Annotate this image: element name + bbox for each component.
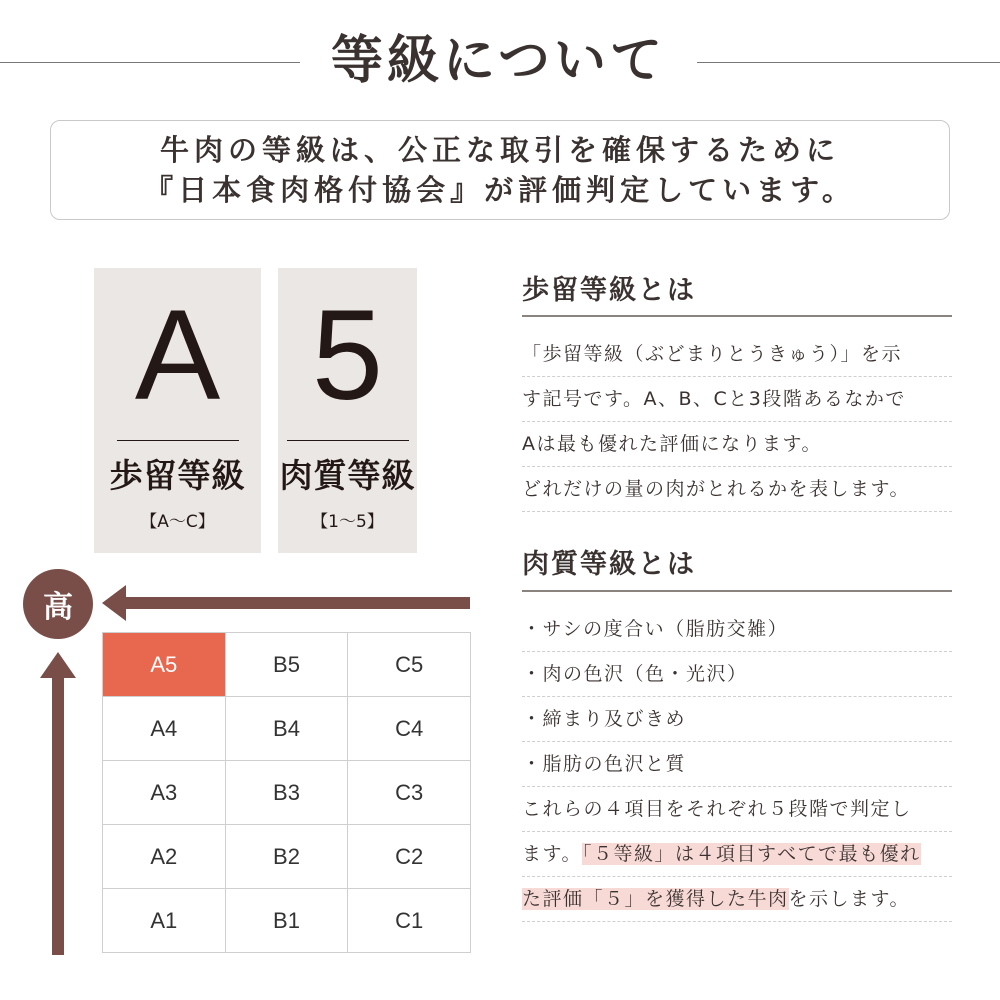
- quality-section-rule: [522, 590, 952, 592]
- yield-grade-card: [94, 268, 261, 553]
- yield-card-rule: [117, 440, 239, 441]
- quality-text-highlight: た評価「５」を獲得した牛肉: [522, 888, 789, 910]
- quality-criteria-item: ・脂肪の色沢と質: [522, 742, 952, 787]
- arrow-up-icon: [40, 652, 76, 955]
- grade-cell: B4: [225, 697, 348, 761]
- quality-text-highlight: 「５等級」は４項目すべてで最も優れ: [581, 843, 921, 865]
- grade-cell: C5: [348, 633, 471, 697]
- quality-criteria-item: ・サシの度合い（脂肪交雑）: [522, 607, 952, 652]
- grade-table-row: [103, 761, 471, 825]
- grade-cell: A1: [103, 889, 226, 953]
- quality-text-plain: を示します。: [788, 888, 910, 910]
- quality-grade-name: 肉質等級: [279, 456, 416, 495]
- yield-text-line: す記号です。A、B、Cと3段階あるなかで: [522, 377, 952, 422]
- arrow-left-icon: [102, 585, 470, 621]
- title-rule-left: [0, 62, 300, 63]
- grade-cell: A5: [103, 633, 226, 697]
- grade-cell: C4: [348, 697, 471, 761]
- grade-cell: A4: [103, 697, 226, 761]
- yield-text-line: Aは最も優れた評価になります。: [522, 422, 952, 467]
- grade-cell: A3: [103, 761, 226, 825]
- grade-cell: B5: [225, 633, 348, 697]
- quality-text-line: [522, 877, 952, 922]
- quality-text-line: これらの４項目をそれぞれ５段階で判定し: [522, 787, 952, 832]
- grade-table: [102, 632, 471, 953]
- quality-text-line: [522, 832, 952, 877]
- quality-card-rule: [287, 440, 409, 441]
- grade-cell: C1: [348, 889, 471, 953]
- grade-table-row: [103, 633, 471, 697]
- yield-text-line: どれだけの量の肉がとれるかを表します。: [522, 467, 952, 512]
- grade-cell: A2: [103, 825, 226, 889]
- grade-table-row: [103, 889, 471, 953]
- quality-criteria-item: ・肉の色沢（色・光沢）: [522, 652, 952, 697]
- yield-text-line: 「歩留等級（ぶどまりとうきゅう）」を示: [522, 332, 952, 377]
- yield-grade-letter: A: [134, 284, 221, 427]
- grade-cell: B1: [225, 889, 348, 953]
- title-rule-right: [697, 62, 1000, 63]
- quality-criteria-item: ・締まり及びきめ: [522, 697, 952, 742]
- yield-grade-range: 【A〜C】: [140, 512, 215, 532]
- grade-cell: B2: [225, 825, 348, 889]
- yield-grade-name: 歩留等級: [109, 456, 246, 495]
- grade-cell: B3: [225, 761, 348, 825]
- grade-table-row: [103, 697, 471, 761]
- intro-box: [50, 120, 950, 220]
- yield-section-rule: [522, 315, 952, 317]
- yield-section-heading: 歩留等級とは: [522, 275, 696, 306]
- quality-grade-letter: 5: [311, 284, 384, 427]
- quality-section-heading: 肉質等級とは: [522, 549, 696, 580]
- grade-cell: C2: [348, 825, 471, 889]
- high-badge: 高: [23, 569, 93, 639]
- page-title: 等級について: [331, 31, 666, 91]
- grade-table-row: [103, 825, 471, 889]
- quality-grade-card: [278, 268, 417, 553]
- intro-line-2: 『日本食肉格付協会』が評価判定しています。: [144, 173, 856, 207]
- grade-cell: C3: [348, 761, 471, 825]
- quality-grade-range: 【1〜5】: [311, 512, 384, 532]
- quality-text-plain: ます。: [522, 843, 582, 865]
- intro-line-1: 牛肉の等級は、公正な取引を確保するために: [159, 133, 840, 167]
